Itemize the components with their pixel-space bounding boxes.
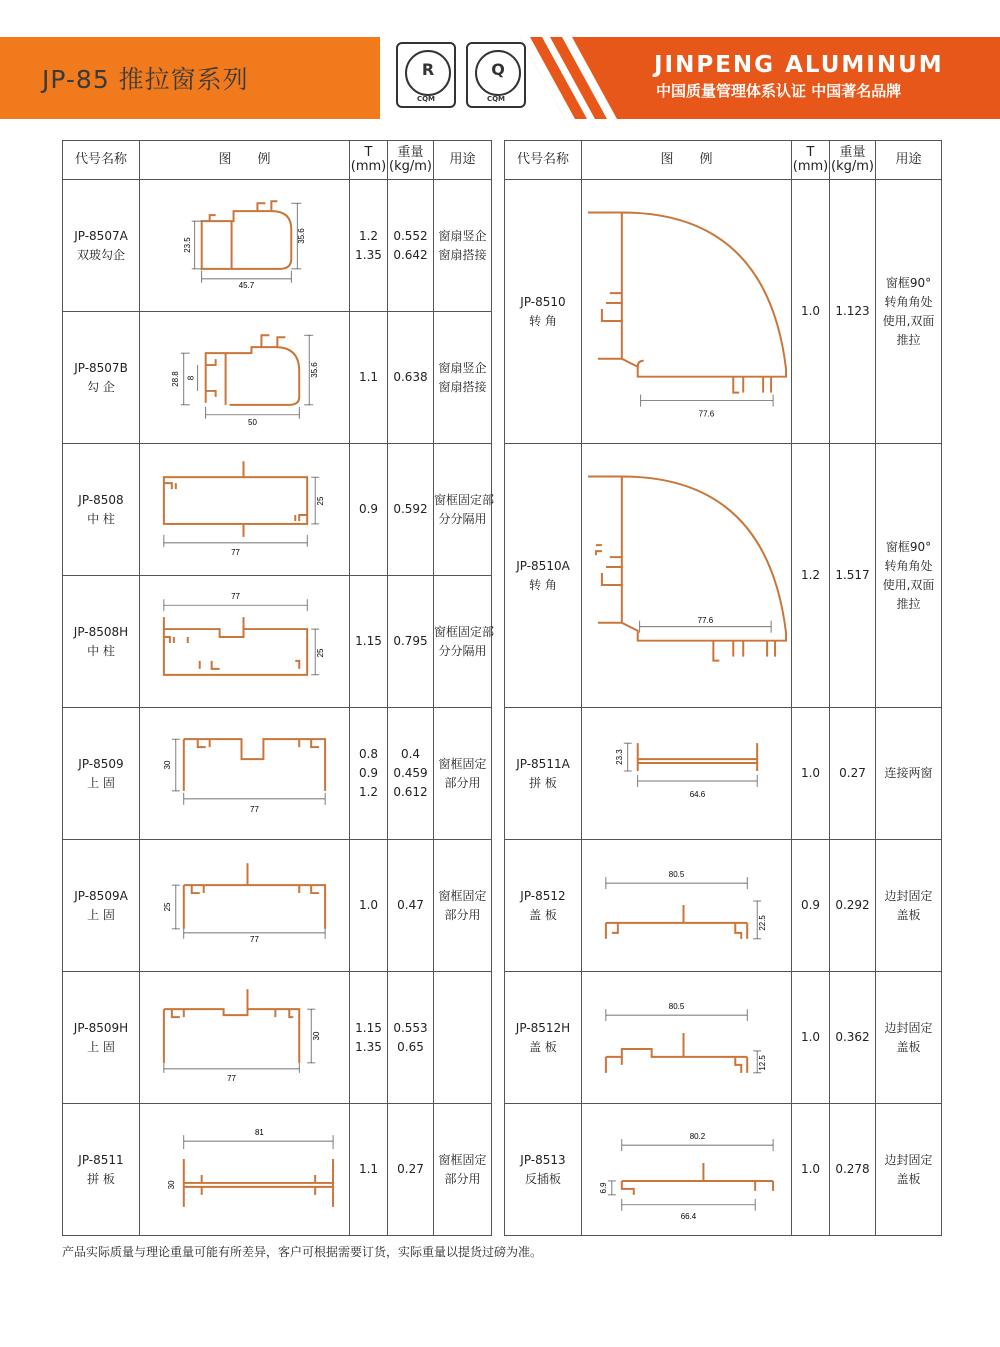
use-cell: 窗框固定部 分分隔用 — [434, 444, 492, 576]
profile-drawing-cell — [582, 972, 792, 1104]
weight-cell: 1.123 — [830, 180, 876, 444]
weight-cell: 1.517 — [830, 444, 876, 708]
dimension-label: 50 — [248, 417, 257, 427]
spec-table — [62, 140, 942, 1236]
profile-drawing-cell — [140, 180, 350, 312]
thickness-cell: 0.8 0.9 1.2 — [350, 708, 388, 840]
dimension-label: 35.6 — [310, 361, 320, 378]
series-title: JP-85 推拉窗系列 — [42, 65, 249, 94]
product-code-cell: JP-8509A 上 固 — [63, 840, 140, 972]
double-glass-hook-profile-drawing — [140, 181, 349, 311]
profile-drawing-cell — [582, 1104, 792, 1236]
thickness-cell: 1.2 1.35 — [350, 180, 388, 312]
product-code-cell: JP-8507B 勾 企 — [63, 312, 140, 444]
use-cell: 窗框固定 部分用 — [434, 708, 492, 840]
use-cell — [434, 972, 492, 1104]
mullion-profile-drawing — [140, 445, 349, 575]
weight-cell: 0.278 — [830, 1104, 876, 1236]
col-header-weight: 重量 (kg/m) — [388, 141, 434, 180]
dimension-label: 77 — [250, 804, 259, 814]
profile-drawing-cell — [582, 708, 792, 840]
cover-plate-profile-drawing — [582, 841, 791, 971]
dimension-label: 77 — [250, 934, 259, 944]
use-cell: 边封固定 盖板 — [876, 972, 942, 1104]
cqm-r-certification-logo: R CQM — [396, 42, 456, 108]
weight-cell: 0.47 — [388, 840, 434, 972]
thickness-cell: 1.1 — [350, 312, 388, 444]
dimension-label: 12.5 — [758, 1054, 768, 1071]
dimension-label: 80.5 — [668, 1001, 685, 1011]
product-code-cell: JP-8508 中 柱 — [63, 444, 140, 576]
thickness-cell: 0.9 — [350, 444, 388, 576]
dimension-label: 66.4 — [680, 1211, 697, 1221]
weight-cell: 0.292 — [830, 840, 876, 972]
thickness-cell: 1.15 1.35 — [350, 972, 388, 1104]
dimension-label: 77 — [231, 591, 240, 601]
dimension-label: 22.5 — [758, 914, 768, 931]
product-code-cell: JP-8508H 中 柱 — [63, 576, 140, 708]
dimension-label: 77.6 — [697, 615, 714, 625]
weight-cell: 0.362 — [830, 972, 876, 1104]
profile-drawing-cell — [140, 972, 350, 1104]
dimension-label: 30 — [166, 1179, 176, 1189]
dimension-label: 81 — [254, 1127, 264, 1137]
product-code-cell: JP-8507A 双玻勾企 — [63, 180, 140, 312]
dimension-label: 77 — [231, 547, 240, 557]
product-code-cell: JP-8511 拼 板 — [63, 1104, 140, 1236]
reverse-insert-profile-drawing — [582, 1105, 791, 1235]
thickness-cell: 1.0 — [792, 708, 830, 840]
thickness-cell: 1.15 — [350, 576, 388, 708]
profile-drawing-cell — [140, 576, 350, 708]
use-cell: 窗框90° 转角角处 使用,双面 推拉 — [876, 444, 942, 708]
cqm-q-certification-logo: Q CQM — [466, 42, 526, 108]
dimension-label: 45.7 — [238, 280, 255, 290]
col-header-drawing: 图 例 — [140, 141, 350, 180]
thickness-cell: 1.0 — [350, 840, 388, 972]
use-cell: 窗扇竖企 窗扇搭接 — [434, 312, 492, 444]
product-code-cell: JP-8512H 盖 板 — [505, 972, 582, 1104]
dimension-label: 25 — [316, 648, 326, 657]
weight-cell: 0.553 0.65 — [388, 972, 434, 1104]
col-header-drawing-right: 图 例 — [582, 141, 792, 180]
profile-drawing-cell — [140, 840, 350, 972]
thickness-cell: 1.0 — [792, 1104, 830, 1236]
hook-profile-drawing — [140, 313, 349, 443]
dimension-label: 77 — [227, 1073, 236, 1083]
product-code-cell: JP-8512 盖 板 — [505, 840, 582, 972]
profile-drawing-cell — [140, 708, 350, 840]
dimension-label: 6.9 — [598, 1181, 608, 1193]
profile-drawing-cell — [140, 444, 350, 576]
use-cell: 窗扇竖企 窗扇搭接 — [434, 180, 492, 312]
use-cell: 边封固定 盖板 — [876, 1104, 942, 1236]
thickness-cell: 1.0 — [792, 972, 830, 1104]
profile-drawing-cell — [140, 312, 350, 444]
use-cell: 窗框固定 部分用 — [434, 1104, 492, 1236]
product-code-cell: JP-8510A 转 角 — [505, 444, 582, 708]
thickness-cell: 0.9 — [792, 840, 830, 972]
dimension-label: 23.5 — [182, 236, 192, 253]
product-code-cell: JP-8509H 上 固 — [63, 972, 140, 1104]
thickness-cell: 1.1 — [350, 1104, 388, 1236]
top-fixed-profile-drawing — [140, 709, 349, 839]
weight-cell: 0.592 — [388, 444, 434, 576]
col-header-weight-right: 重量 (kg/m) — [830, 141, 876, 180]
dimension-label: 80.2 — [689, 1131, 706, 1141]
dimension-label: 28.8 — [170, 370, 180, 387]
profile-drawing-cell — [582, 444, 792, 708]
col-header-thickness-right: T (mm) — [792, 141, 830, 180]
thickness-cell: 1.0 — [792, 180, 830, 444]
product-code-cell: JP-8510 转 角 — [505, 180, 582, 444]
footnote: 产品实际质量与理论重量可能有所差异，客户可根据需要订货，实际重量以提货过磅为准。 — [62, 1245, 543, 1259]
dimension-label: 30 — [162, 760, 172, 769]
weight-cell: 0.27 — [388, 1104, 434, 1236]
weight-cell: 0.795 — [388, 576, 434, 708]
col-header-code-right: 代号名称 — [505, 141, 582, 180]
brand-slogan-cn: 中国质量管理体系认证 中国著名品牌 — [656, 82, 902, 100]
brand-name-en: JINPENG ALUMINUM — [654, 52, 944, 78]
joint-plate-profile-drawing — [140, 1105, 349, 1235]
dimension-label: 80.5 — [668, 869, 685, 879]
dimension-label: 64.6 — [689, 789, 706, 799]
mullion-h-profile-drawing — [140, 577, 349, 707]
weight-cell: 0.552 0.642 — [388, 180, 434, 312]
dimension-label: 25 — [162, 902, 172, 911]
dimension-label: 35.6 — [297, 227, 307, 244]
top-fixed-a-profile-drawing — [140, 841, 349, 971]
weight-cell: 0.27 — [830, 708, 876, 840]
use-cell: 窗框固定 部分用 — [434, 840, 492, 972]
col-header-use-right: 用途 — [876, 141, 942, 180]
column-gap — [492, 141, 505, 1236]
corner-profile-drawing — [582, 181, 791, 443]
weight-cell: 0.4 0.459 0.612 — [388, 708, 434, 840]
dimension-label: 8 — [186, 375, 196, 380]
dimension-label: 23.3 — [614, 748, 624, 765]
table-header-row — [63, 141, 942, 180]
dimension-label: 77.6 — [698, 409, 715, 418]
thickness-cell: 1.2 — [792, 444, 830, 708]
col-header-code: 代号名称 — [63, 141, 140, 180]
dimension-label: 25 — [316, 496, 326, 505]
joint-plate-a-profile-drawing — [582, 709, 791, 839]
product-code-cell: JP-8511A 拼 板 — [505, 708, 582, 840]
product-code-cell: JP-8509 上 固 — [63, 708, 140, 840]
profile-drawing-cell — [582, 180, 792, 444]
col-header-thickness: T (mm) — [350, 141, 388, 180]
product-code-cell: JP-8513 反插板 — [505, 1104, 582, 1236]
use-cell: 边封固定 盖板 — [876, 840, 942, 972]
col-header-use: 用途 — [434, 141, 492, 180]
weight-cell: 0.638 — [388, 312, 434, 444]
profile-drawing-cell — [582, 840, 792, 972]
dimension-label: 30 — [312, 1031, 322, 1040]
use-cell: 连接两窗 — [876, 708, 942, 840]
use-cell: 窗框固定部 分分隔用 — [434, 576, 492, 708]
top-fixed-h-profile-drawing — [140, 973, 349, 1103]
profile-drawing-cell — [140, 1104, 350, 1236]
corner-a-profile-drawing — [582, 445, 791, 707]
cover-plate-h-profile-drawing — [582, 973, 791, 1103]
use-cell: 窗框90° 转角角处 使用,双面 推拉 — [876, 180, 942, 444]
